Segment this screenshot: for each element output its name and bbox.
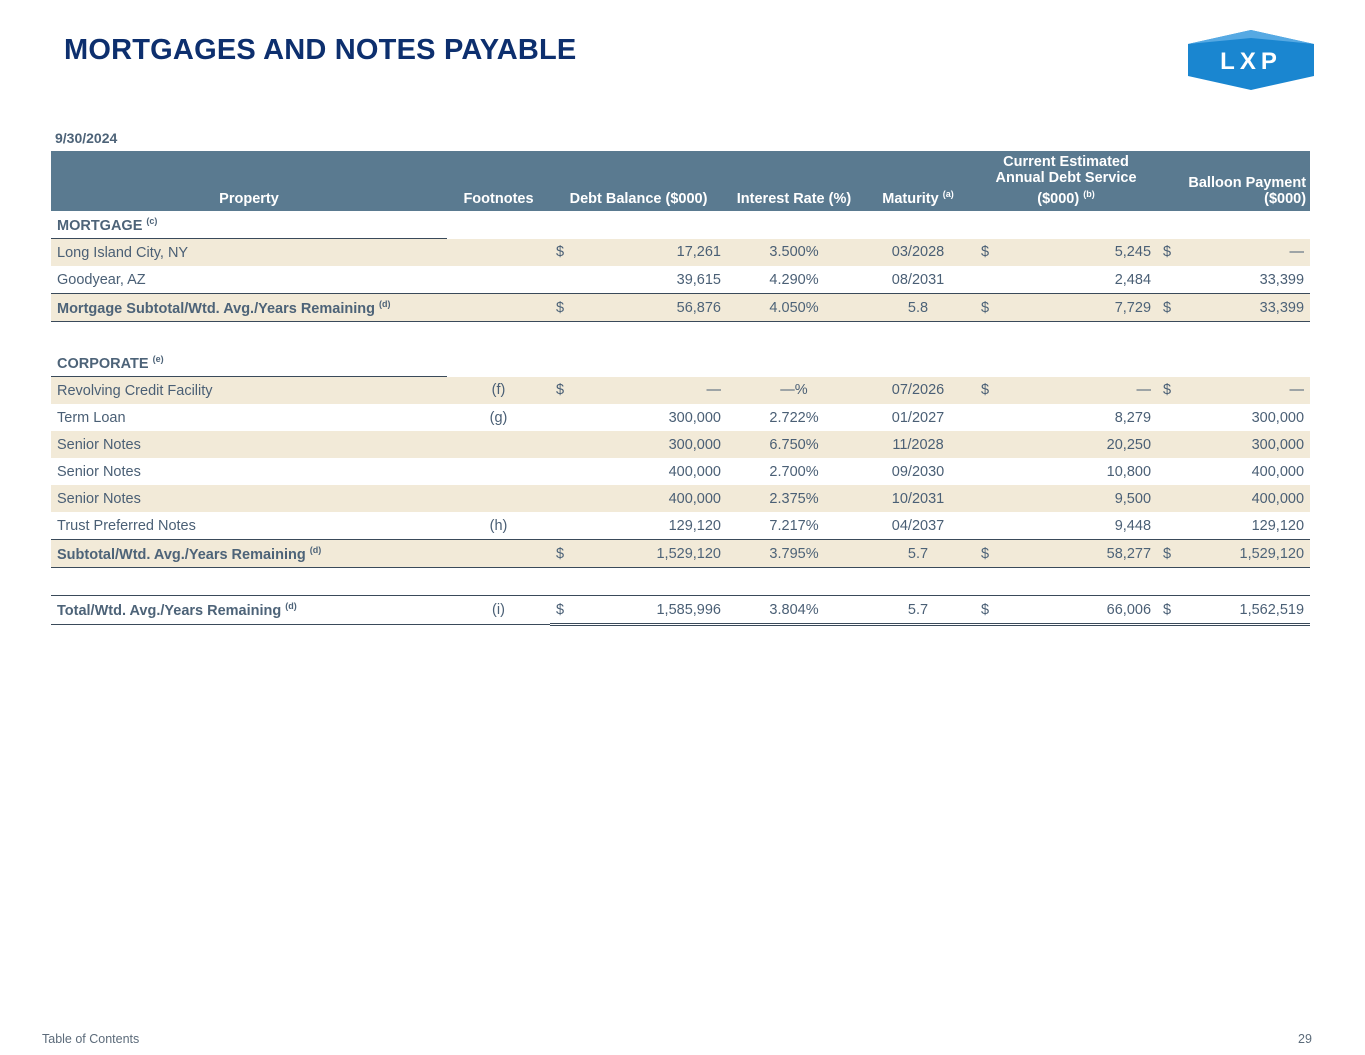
row-maturity: 07/2026: [861, 377, 975, 405]
logo-text: LXP: [1220, 48, 1282, 75]
row-maturity: 04/2037: [891, 517, 945, 534]
row-dollar: $: [550, 596, 578, 625]
row-debt-balance: 129,120: [668, 517, 721, 534]
col-debt-service: [975, 151, 1157, 211]
subtotal-label-text: Mortgage Subtotal/Wtd. Avg./Years Remaining: [57, 300, 375, 317]
table-row: [51, 512, 1310, 540]
row-dollar: [1157, 512, 1185, 540]
subtotal-years: 5.7: [861, 540, 975, 568]
col-debt-service-sup: (b): [1083, 189, 1095, 200]
row-dollar: $: [1157, 239, 1185, 267]
row-maturity: 09/2030: [891, 463, 945, 480]
lxp-logo: [1188, 30, 1314, 90]
row-dollar: $: [1157, 596, 1185, 625]
row-interest-rate: 7.217%: [769, 517, 819, 534]
subtotal-label: [51, 540, 447, 568]
row-interest-rate: 2.722%: [769, 409, 819, 426]
row-dollar: $: [1157, 540, 1185, 568]
row-property: Senior Notes: [51, 431, 447, 458]
row-footnote: (f): [447, 377, 550, 405]
row-debt-service: 20,250: [1003, 431, 1157, 458]
row-dollar: [550, 431, 578, 458]
col-maturity-sup: (a): [942, 189, 954, 200]
subtotal-sup: (d): [379, 298, 391, 309]
row-debt-service: 9,500: [1003, 485, 1157, 512]
table-of-contents-link[interactable]: Table of Contents: [42, 1032, 140, 1046]
row-dollar: $: [975, 540, 1003, 568]
row-balloon: 400,000: [1251, 463, 1305, 480]
total-footnote: (i): [447, 596, 550, 625]
report-date: 9/30/2024: [55, 130, 118, 146]
col-debt-service-line3: ($000): [1037, 191, 1080, 207]
col-balloon: Balloon Payment ($000): [1157, 151, 1310, 211]
row-property: Term Loan: [57, 409, 126, 426]
row-debt-service: —: [1003, 377, 1157, 405]
subtotal-debt: 56,876: [578, 294, 727, 322]
row-dollar: $: [975, 377, 1003, 405]
spacer-row: [51, 568, 1310, 596]
row-dollar: $: [975, 239, 1003, 267]
row-balloon: 129,120: [1251, 517, 1305, 534]
row-footnote: [447, 266, 550, 294]
subtotal-sup: (d): [309, 544, 322, 555]
col-property: Property: [51, 151, 447, 211]
subtotal-service: 7,729: [1003, 294, 1157, 322]
row-dollar: [975, 404, 1003, 431]
subtotal-balloon: 1,529,120: [1185, 540, 1310, 568]
row-interest-rate: 4.290%: [769, 271, 819, 288]
row-property: Revolving Credit Facility: [51, 377, 447, 405]
row-interest-rate: 3.500%: [727, 239, 861, 267]
total-service: 66,006: [1003, 596, 1157, 625]
row-balloon: —: [1185, 377, 1310, 405]
row-interest-rate: 2.375%: [727, 485, 861, 512]
row-debt-service: 5,245: [1003, 239, 1157, 267]
row-maturity: 11/2028: [861, 431, 975, 458]
row-dollar: [550, 404, 578, 431]
page-title: MORTGAGES AND NOTES PAYABLE: [64, 34, 577, 66]
row-debt-balance: 300,000: [578, 431, 727, 458]
total-balloon: 1,562,519: [1185, 596, 1310, 625]
row-dollar: [550, 512, 578, 540]
row-dollar: [1157, 404, 1185, 431]
col-debt-balance: Debt Balance ($000): [550, 151, 727, 211]
row-dollar: $: [550, 540, 578, 568]
subtotal-debt: 1,529,120: [578, 540, 727, 568]
row-dollar: $: [1157, 294, 1185, 322]
total-sup: (d): [285, 601, 297, 612]
row-dollar: [975, 458, 1003, 485]
row-footnote: [447, 431, 550, 458]
row-debt-balance: 400,000: [668, 463, 721, 480]
row-dollar: [1157, 431, 1185, 458]
row-maturity: 10/2031: [861, 485, 975, 512]
table-row: [51, 458, 1310, 485]
row-balloon: —: [1185, 239, 1310, 267]
col-maturity: [861, 151, 975, 211]
row-dollar: $: [550, 294, 578, 322]
row-footnote: [447, 485, 550, 512]
row-balloon: 400,000: [1185, 485, 1310, 512]
mortgage-sup: (c): [146, 215, 158, 226]
row-dollar: $: [550, 239, 578, 267]
table-row: [51, 485, 1310, 512]
total-rate: 3.804%: [727, 596, 861, 625]
row-dollar: [550, 485, 578, 512]
row-dollar: [975, 512, 1003, 540]
row-dollar: [975, 431, 1003, 458]
row-dollar: [975, 266, 1003, 294]
total-years: 5.7: [861, 596, 975, 625]
row-footnote: (g): [489, 409, 508, 426]
row-property: Senior Notes: [51, 485, 447, 512]
row-dollar: [975, 485, 1003, 512]
total-label: [51, 596, 447, 625]
subtotal-rate: 3.795%: [727, 540, 861, 568]
mortgage-subtotal-row: [51, 294, 1310, 322]
col-maturity-label: Maturity: [882, 191, 939, 207]
row-maturity: 01/2027: [891, 409, 945, 426]
row-balloon: 33,399: [1259, 271, 1305, 288]
row-dollar: $: [550, 377, 578, 405]
row-debt-balance: 400,000: [578, 485, 727, 512]
row-maturity: 08/2031: [891, 271, 945, 288]
row-dollar: [550, 458, 578, 485]
row-debt-service: 8,279: [1114, 409, 1152, 426]
row-debt-service: 2,484: [1114, 271, 1152, 288]
subtotal-service: 58,277: [1003, 540, 1157, 568]
subtotal-label: [51, 294, 447, 322]
table-row: [51, 377, 1310, 405]
subtotal-years: 5.8: [861, 294, 975, 322]
subtotal-rate: 4.050%: [727, 294, 861, 322]
mortgage-section-label: [51, 211, 447, 239]
row-dollar: $: [975, 294, 1003, 322]
corporate-subtotal-row: [51, 540, 1310, 568]
col-debt-service-line1: Current Estimated: [1003, 154, 1129, 171]
row-property: Trust Preferred Notes: [57, 517, 196, 534]
row-debt-service: 10,800: [1106, 463, 1152, 480]
corporate-section-label: [51, 349, 447, 377]
subtotal-label-text: Subtotal/Wtd. Avg./Years Remaining: [57, 546, 306, 563]
mortgage-label: MORTGAGE: [57, 217, 143, 234]
row-dollar: [1157, 485, 1185, 512]
row-footnote: [447, 239, 550, 267]
row-property: Long Island City, NY: [51, 239, 447, 267]
corporate-sup: (e): [152, 353, 164, 364]
table-row: [51, 239, 1310, 267]
row-maturity: 03/2028: [861, 239, 975, 267]
row-footnote: [447, 458, 550, 485]
row-property: Goodyear, AZ: [57, 271, 146, 288]
row-property: Senior Notes: [57, 463, 141, 480]
row-interest-rate: —%: [727, 377, 861, 405]
mortgage-section-row: [51, 211, 1310, 239]
row-dollar: [1157, 458, 1185, 485]
total-debt: 1,585,996: [578, 596, 727, 625]
row-balloon: 300,000: [1251, 409, 1305, 426]
corporate-section-row: [51, 349, 1310, 377]
corporate-label: CORPORATE: [57, 355, 149, 372]
row-debt-balance: 300,000: [668, 409, 721, 426]
row-dollar: [1157, 266, 1185, 294]
col-footnotes: Footnotes: [447, 151, 550, 211]
table-header-row: [51, 151, 1310, 211]
table-row: [51, 266, 1310, 294]
row-interest-rate: 2.700%: [769, 463, 819, 480]
table-row: [51, 404, 1310, 431]
row-debt-service: 9,448: [1114, 517, 1152, 534]
page-number: 29: [1298, 1032, 1312, 1046]
row-dollar: $: [975, 596, 1003, 625]
row-footnote: (h): [489, 517, 508, 534]
row-interest-rate: 6.750%: [727, 431, 861, 458]
row-debt-balance: —: [578, 377, 727, 405]
table-row: [51, 431, 1310, 458]
row-balloon: 300,000: [1185, 431, 1310, 458]
total-label-text: Total/Wtd. Avg./Years Remaining: [57, 602, 282, 619]
row-dollar: [550, 266, 578, 294]
spacer-row: [51, 322, 1310, 350]
subtotal-balloon: 33,399: [1185, 294, 1310, 322]
row-debt-balance: 17,261: [578, 239, 727, 267]
mortgages-table: [51, 151, 1310, 626]
row-dollar: $: [1157, 377, 1185, 405]
row-debt-balance: 39,615: [676, 271, 721, 288]
col-interest-rate: Interest Rate (%): [727, 151, 861, 211]
col-debt-service-line2: Annual Debt Service: [995, 170, 1137, 187]
total-row: [51, 596, 1310, 625]
